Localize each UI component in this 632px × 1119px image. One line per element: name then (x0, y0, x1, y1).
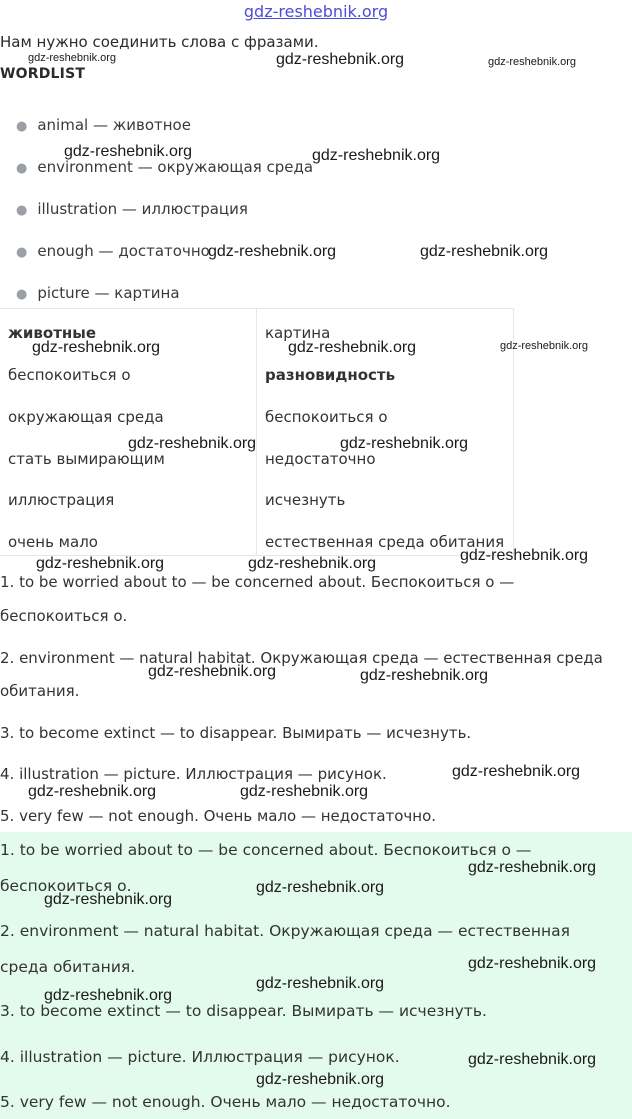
answer-line: 5. very few — not enough. Очень мало — недостаточно. (0, 807, 437, 825)
intro-text: Нам нужно соединить слова с фразами. (0, 33, 319, 51)
answer-line: 5. very few — not enough. Очень мало — недостаточно. (0, 1093, 451, 1111)
answer-line: среда обитания. (0, 958, 136, 976)
watermark: gdz-reshebnik.org (28, 52, 117, 64)
watermark: gdz-reshebnik.org (32, 339, 161, 356)
answer-line: 3. to become extinct — to disappear. Вымирать — исчезнуть. (0, 1002, 487, 1020)
watermark: gdz-reshebnik.org (64, 143, 193, 160)
wordlist-item (16, 200, 248, 218)
bullet-icon: ● (16, 287, 28, 302)
wordlist-item-text: enough — достаточно (37, 242, 210, 260)
wordlist-item (16, 242, 210, 260)
watermark: gdz-reshebnik.org (208, 243, 337, 260)
table-cell-left: очень мало (8, 533, 98, 551)
watermark: gdz-reshebnik.org (500, 340, 589, 352)
answer-line: 4. illustration — picture. Иллюстрация — рисунок. (0, 765, 387, 783)
bullet-icon: ● (16, 245, 28, 260)
table-divider (256, 309, 257, 555)
table-cell-left: иллюстрация (8, 491, 115, 509)
answer-line: 2. environment — natural habitat. Окружающая среда — естественная среда (0, 649, 603, 667)
watermark: gdz-reshebnik.org (256, 975, 385, 992)
watermark: gdz-reshebnik.org (452, 763, 581, 780)
answer-line: 3. to become extinct — to disappear. Вымирать — исчезнуть. (0, 724, 472, 742)
watermark: gdz-reshebnik.org (288, 339, 417, 356)
answer-line: беспокоиться о. (0, 607, 128, 625)
wordlist-item-text: animal — животное (37, 116, 191, 134)
answer-line: 2. environment — natural habitat. Окружающая среда — естественная (0, 922, 570, 940)
table-cell-left: окружающая среда (8, 408, 164, 426)
answer-line: обитания. (0, 682, 80, 700)
watermark: gdz-reshebnik.org (128, 435, 257, 452)
watermark: gdz-reshebnik.org (312, 147, 441, 164)
watermark: gdz-reshebnik.org (420, 243, 549, 260)
watermark: gdz-reshebnik.org (148, 663, 277, 680)
table-cell-right: беспокоиться о (265, 408, 388, 426)
wordlist-item-text: illustration — иллюстрация (37, 200, 248, 218)
table-cell-right: недостаточно (265, 450, 376, 468)
answer-line: 1. to be worried about to — be concerned about. Беспокоиться о — (0, 573, 515, 591)
wordlist-item-text: environment — окружающая среда (37, 158, 314, 176)
watermark: gdz-reshebnik.org (44, 987, 173, 1004)
wordlist-item (16, 284, 180, 302)
answer-line: 4. illustration — picture. Иллюстрация — рисунок. (0, 1048, 400, 1066)
table-cell-right: разновидность (265, 366, 396, 384)
watermark: gdz-reshebnik.org (468, 1051, 597, 1068)
watermark: gdz-reshebnik.org (44, 891, 173, 908)
table-cell-right: картина (265, 324, 331, 342)
watermark: gdz-reshebnik.org (256, 879, 385, 896)
site-header-link[interactable]: gdz-reshebnik.org (243, 2, 389, 21)
bullet-icon: ● (16, 203, 28, 218)
table-cell-left: стать вымирающим (8, 450, 165, 468)
wordlist-item (16, 116, 191, 134)
table-cell-right: исчезнуть (265, 491, 346, 509)
table-cell-left: животные (8, 324, 97, 342)
watermark: gdz-reshebnik.org (256, 1071, 385, 1088)
watermark: gdz-reshebnik.org (36, 555, 165, 572)
watermark: gdz-reshebnik.org (468, 859, 597, 876)
watermark: gdz-reshebnik.org (460, 547, 589, 564)
watermark: gdz-reshebnik.org (28, 783, 157, 800)
table-cell-right: естественная среда обитания (265, 533, 505, 551)
watermark: gdz-reshebnik.org (488, 56, 577, 68)
watermark: gdz-reshebnik.org (248, 555, 377, 572)
watermark: gdz-reshebnik.org (276, 51, 405, 68)
watermark: gdz-reshebnik.org (360, 667, 489, 684)
wordlist-item-text: picture — картина (37, 284, 180, 302)
answer-line: беспокоиться о. (0, 877, 132, 895)
wordlist-heading: WORDLIST (0, 66, 86, 82)
answer-line: 1. to be worried about to — be concerned about. Беспокоиться о — (0, 841, 532, 859)
watermark: gdz-reshebnik.org (468, 955, 597, 972)
watermark: gdz-reshebnik.org (240, 783, 369, 800)
watermark: gdz-reshebnik.org (340, 435, 469, 452)
bullet-icon: ● (16, 161, 28, 176)
bullet-icon: ● (16, 119, 28, 134)
table-cell-left: беспокоиться о (8, 366, 131, 384)
